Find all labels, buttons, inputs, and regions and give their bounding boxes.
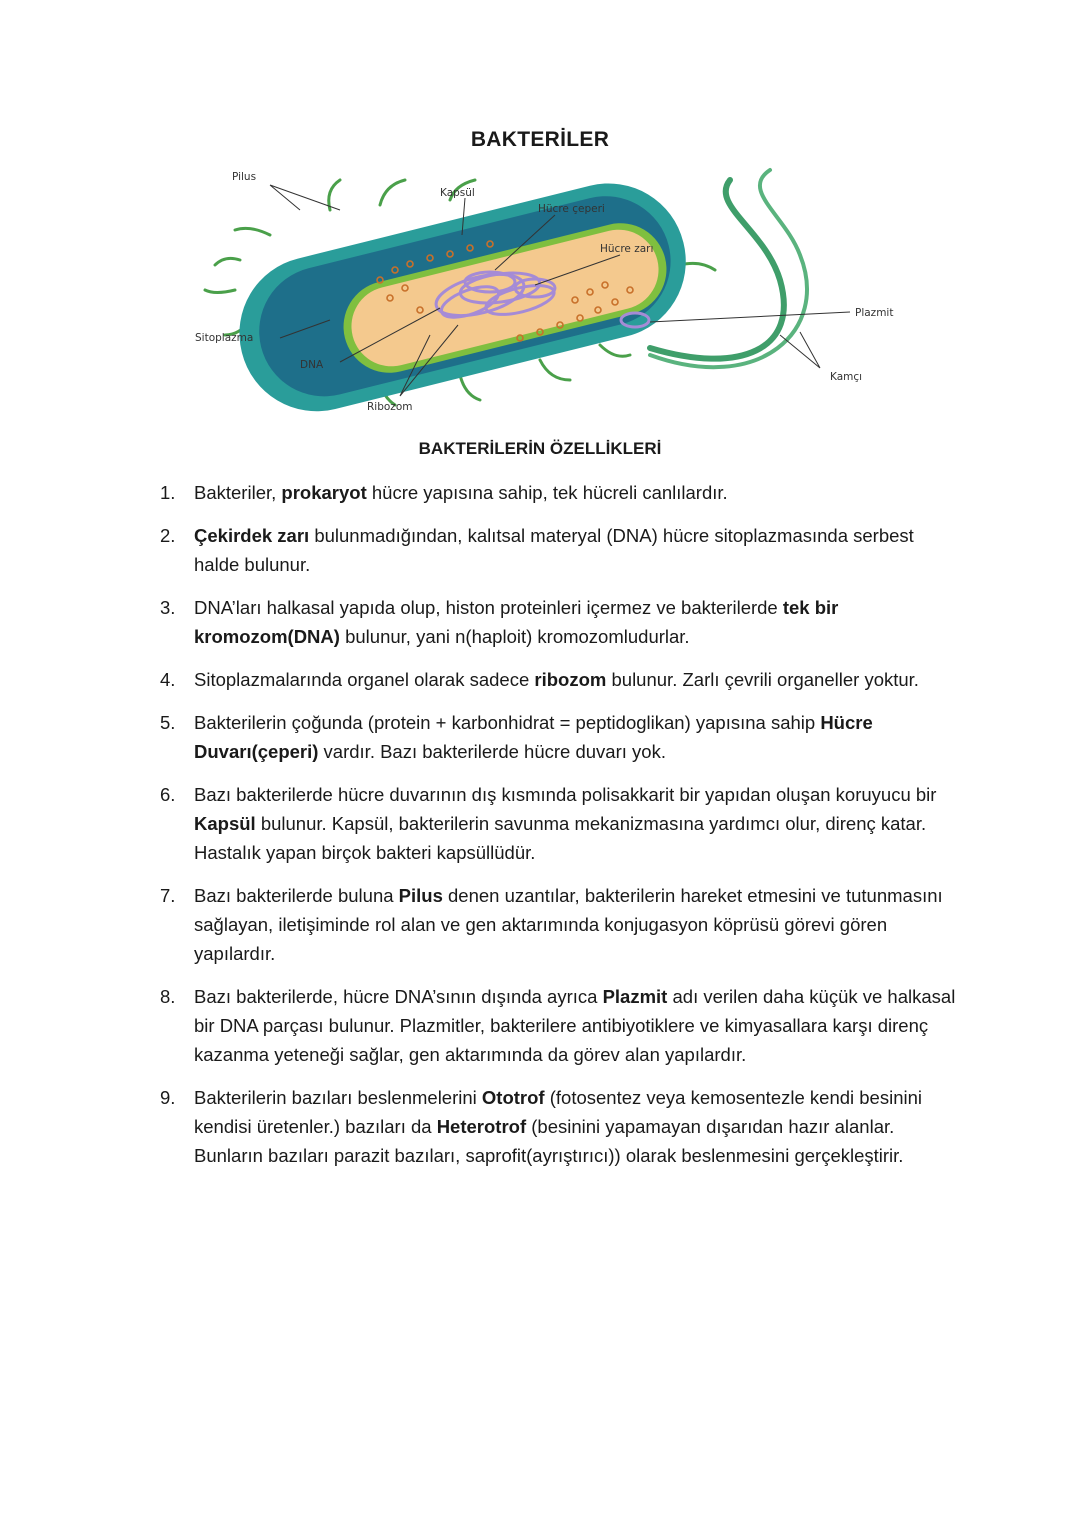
list-item-text: denen uzantılar, bakterilerin hareket etmesini ve tutunmasını sağlayan, iletişiminde rol alan ve gen aktarımında konjugasyon köprüsü görevi gören yapılardır. — [194, 885, 943, 964]
list-item-text: Bazı bakterilerde hücre duvarının dış kısmında polisakkarit bir yapıdan oluşan koruyucu bir — [194, 784, 937, 805]
list-item-number: 2. — [160, 525, 176, 546]
list-item-text: bulunur. Kapsül, bakterilerin savunma mekanizmasına yardımcı olur, direnç katar. Hastalık yapan birçok bakteri kapsüllüdür. — [194, 813, 927, 863]
list-item-bold-text: Kapsül — [194, 813, 256, 834]
bacteria-diagram — [180, 160, 940, 420]
label-pilus: Pilus — [232, 171, 257, 183]
label-kapsul: Kapsül — [440, 187, 475, 199]
list-item — [160, 1083, 960, 1170]
list-item-bold-text: ribozom — [534, 669, 607, 690]
list-item-text: Bakteriler, — [194, 482, 282, 503]
list-item-text: Bakterilerin bazıları beslenmelerini — [194, 1087, 482, 1108]
list-item-text: vardır. Bazı bakterilerde hücre duvarı yok. — [318, 741, 666, 762]
list-item-text: (fotosentez veya kemosentezle kendi besinini kendisi üretenler.) bazıları da — [194, 1087, 923, 1137]
list-item-number: 7. — [160, 885, 176, 906]
list-item-bold-text: tek bir kromozom(DNA) — [194, 597, 839, 647]
list-item-bold-text: Çekirdek zarı — [194, 525, 310, 546]
list-item-text: hücre yapısına sahip, tek hücreli canlılardır. — [366, 482, 728, 503]
list-item-number: 6. — [160, 784, 176, 805]
list-item-bold-text: Ototrof — [481, 1087, 545, 1108]
features-list — [160, 478, 960, 1184]
list-item-bold-text: Pilus — [398, 885, 443, 906]
section-subtitle: BAKTERİLERİN ÖZELLİKLERİ — [418, 439, 662, 458]
list-item-text: Bakterilerin çoğunda (protein + karbonhidrat = peptidoglikan) yapısına sahip — [194, 712, 821, 733]
list-item — [160, 521, 960, 579]
list-item-text: bulunmadığından, kalıtsal materyal (DNA) hücre sitoplazmasında serbest halde bulunur. — [194, 525, 914, 575]
list-item — [160, 593, 960, 651]
label-kamci: Kamçı — [830, 371, 863, 383]
label-ribozom: Ribozom — [367, 401, 413, 413]
list-item-number: 8. — [160, 986, 176, 1007]
list-item — [160, 881, 960, 968]
page-title: BAKTERİLER — [470, 128, 610, 151]
list-item-number: 3. — [160, 597, 176, 618]
label-dna: DNA — [300, 359, 324, 371]
list-item-bold-text: prokaryot — [281, 482, 367, 503]
list-item — [160, 665, 960, 694]
list-item-text: Sitoplazmalarında organel olarak sadece — [194, 669, 535, 690]
list-item-number: 4. — [160, 669, 176, 690]
list-item-text: bulunur. Zarlı çevrili organeller yoktur. — [606, 669, 919, 690]
label-sitoplazma: Sitoplazma — [195, 332, 254, 344]
list-item-text: DNA’ları halkasal yapıda olup, histon proteinleri içermez ve bakterilerde — [194, 597, 783, 618]
list-item-number: 1. — [160, 482, 176, 503]
list-item — [160, 478, 960, 507]
list-item-text: (besinini yapamayan dışarıdan hazır alanlar. Bunların bazıları parazit bazıları, saprofit(ayrıştırıcı)) olarak beslenmesini gerçekleştirir. — [194, 1116, 904, 1166]
label-plazmit: Plazmit — [855, 307, 894, 319]
list-item-text: Bazı bakterilerde buluna — [194, 885, 399, 906]
list-item-number: 9. — [160, 1087, 176, 1108]
list-item-text: adı verilen daha küçük ve halkasal bir DNA parçası bulunur. Plazmitler, bakterilere antibiyotiklere ve kimyasallara karşı direnç kazanma yeteneği sağlar, gen aktarımında da görev alan yapılardır. — [194, 986, 956, 1065]
list-item-text: Bazı bakterilerde, hücre DNA’sının dışında ayrıca — [194, 986, 603, 1007]
list-item-bold-text: Plazmit — [602, 986, 668, 1007]
label-hucre-zari: Hücre zarı — [600, 243, 654, 255]
list-item — [160, 982, 960, 1069]
list-item-number: 5. — [160, 712, 176, 733]
list-item — [160, 708, 960, 766]
list-item-bold-text: Heterotrof — [436, 1116, 527, 1137]
list-item-text: bulunur, yani n(haploit) kromozomludurlar. — [339, 626, 690, 647]
list-item — [160, 780, 960, 867]
label-hucre-ceperi: Hücre çeperi — [538, 203, 605, 215]
bacteria-illustration — [180, 160, 940, 420]
list-item-bold-text: Hücre Duvarı(çeperi) — [194, 712, 873, 762]
